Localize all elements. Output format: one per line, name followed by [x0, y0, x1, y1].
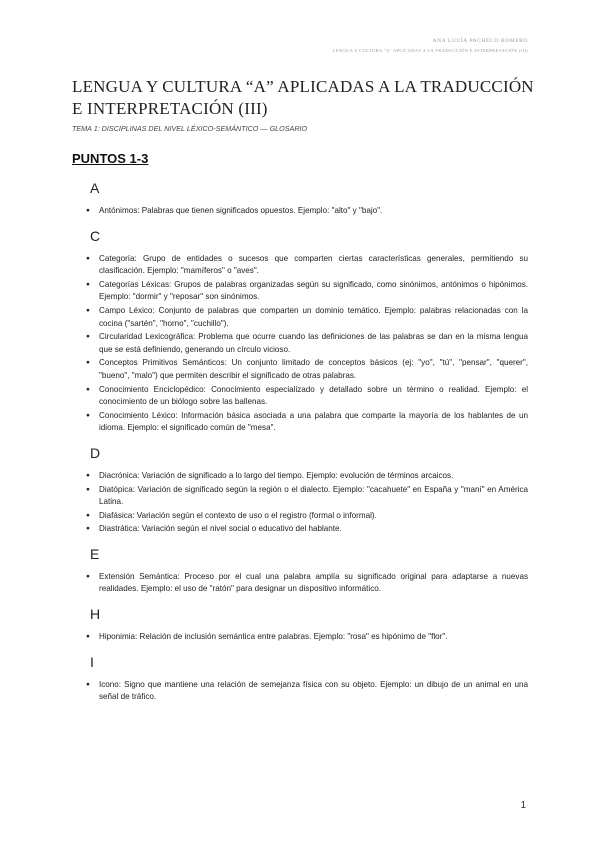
section-letter: D — [90, 444, 101, 461]
section-letter: C — [90, 227, 101, 244]
section-title: PUNTOS 1-3 — [72, 151, 149, 166]
glossary-section-c — [72, 227, 528, 435]
glossary-item: ● Antónimos: Palabras que tienen significados opuestos. Ejemplo: "alto" y "bajo". — [72, 205, 528, 218]
glossary — [72, 170, 528, 705]
glossary-item: ● Diafásica: Variación según el contexto de uso o el registro (formal o informal). — [72, 510, 528, 523]
glossary-item: ● Conocimiento Enciclopédico: Conocimiento especializado y detallado sobre un término o realidad. Ejemplo: el conocimiento de un biólogo sobre las ballenas. — [72, 384, 528, 409]
glossary-item: ● Circularidad Lexicográfica: Problema que ocurre cuando las definiciones de las palabras se dan en la misma lengua que se está definiendo, generando un círculo vicioso. — [72, 331, 528, 356]
glossary-item: ● Icono: Signo que mantiene una relación de semejanza física con su objeto. Ejemplo: un dibujo de un animal en una señal de tráfico. — [72, 679, 528, 704]
glossary-item: ● Campo Léxico: Conjunto de palabras que comparten un dominio temático. Ejemplo: palabras relacionadas con la cocina ("sartén", "horno", "cuchillo"). — [72, 305, 528, 330]
document-title: LENGUA Y CULTURA “A” APLICADAS A LA TRADUCCIÓN E INTERPRETACIÓN (III) — [72, 77, 534, 118]
glossary-item: ● Diacrónica: Variación de significado a lo largo del tiempo. Ejemplo: evolución de términos arcaicos. — [72, 470, 528, 483]
document-subtitle: TEMA 1: DISCIPLINAS DEL NIVEL LÉXICO-SEMÁNTICO — GLOSARIO — [72, 124, 308, 133]
section-letter: H — [90, 606, 101, 623]
term-list — [72, 205, 528, 218]
glossary-section-i — [72, 653, 528, 704]
glossary-section-d — [72, 444, 528, 536]
section-letter: E — [90, 545, 100, 562]
glossary-item: ● Conceptos Primitivos Semánticos: Un conjunto limitado de conceptos básicos (ej: "yo", "tú", "pensar", "querer", "bueno", "malo") que permiten describir el significado de otras palabras. — [72, 357, 528, 382]
glossary-item: ● Categoría: Grupo de entidades o sucesos que comparten ciertas características generales, permitiendo su clasificación. Ejemplo: "mamíferos" o "aves". — [72, 253, 528, 278]
term-list — [72, 571, 528, 596]
glossary-item: ● Diatópica: Variación de significado según la región o el dialecto. Ejemplo: "cacahuete" en España y "maní" en América Latina. — [72, 484, 528, 509]
author-header: ANA LUCÍA PACHECO ROMERO — [432, 38, 528, 44]
glossary-item: ● Diastrática: Variación según el nivel social o educativo del hablante. — [72, 523, 528, 536]
glossary-section-e — [72, 545, 528, 596]
glossary-item: ● Categorías Léxicas: Grupos de palabras organizadas según su significado, como sinónimos, antónimos o hipónimos. Ejemplo: "dormir" y "reposar" son sinónimos. — [72, 279, 528, 304]
term-list — [72, 253, 528, 435]
glossary-section-h — [72, 605, 528, 644]
glossary-item: ● Conocimiento Léxico: Información básica asociada a una palabra que comparte la mayoría de los hablantes de un idioma. Ejemplo: el significado común de "mesa". — [72, 410, 528, 435]
section-letter: I — [90, 653, 94, 670]
page-number: 1 — [520, 800, 526, 811]
term-list — [72, 470, 528, 536]
glossary-item: ● Hiponimia: Relación de inclusión semántica entre palabras. Ejemplo: "rosa" es hipónimo de "flor". — [72, 631, 528, 644]
section-letter: A — [90, 180, 100, 196]
course-header: LENGUA Y CULTURA "A" APLICADAS A LA TRADUCCIÓN E INTERPRETACIÓN (III) — [332, 48, 528, 53]
glossary-section-a — [72, 179, 528, 218]
term-list — [72, 679, 528, 704]
term-list — [72, 631, 528, 644]
glossary-item: ● Extensión Semántica: Proceso por el cual una palabra amplía su significado original para adaptarse a nuevas realidades. Ejemplo: el uso de "ratón" para designar un dispositivo informático. — [72, 571, 528, 596]
